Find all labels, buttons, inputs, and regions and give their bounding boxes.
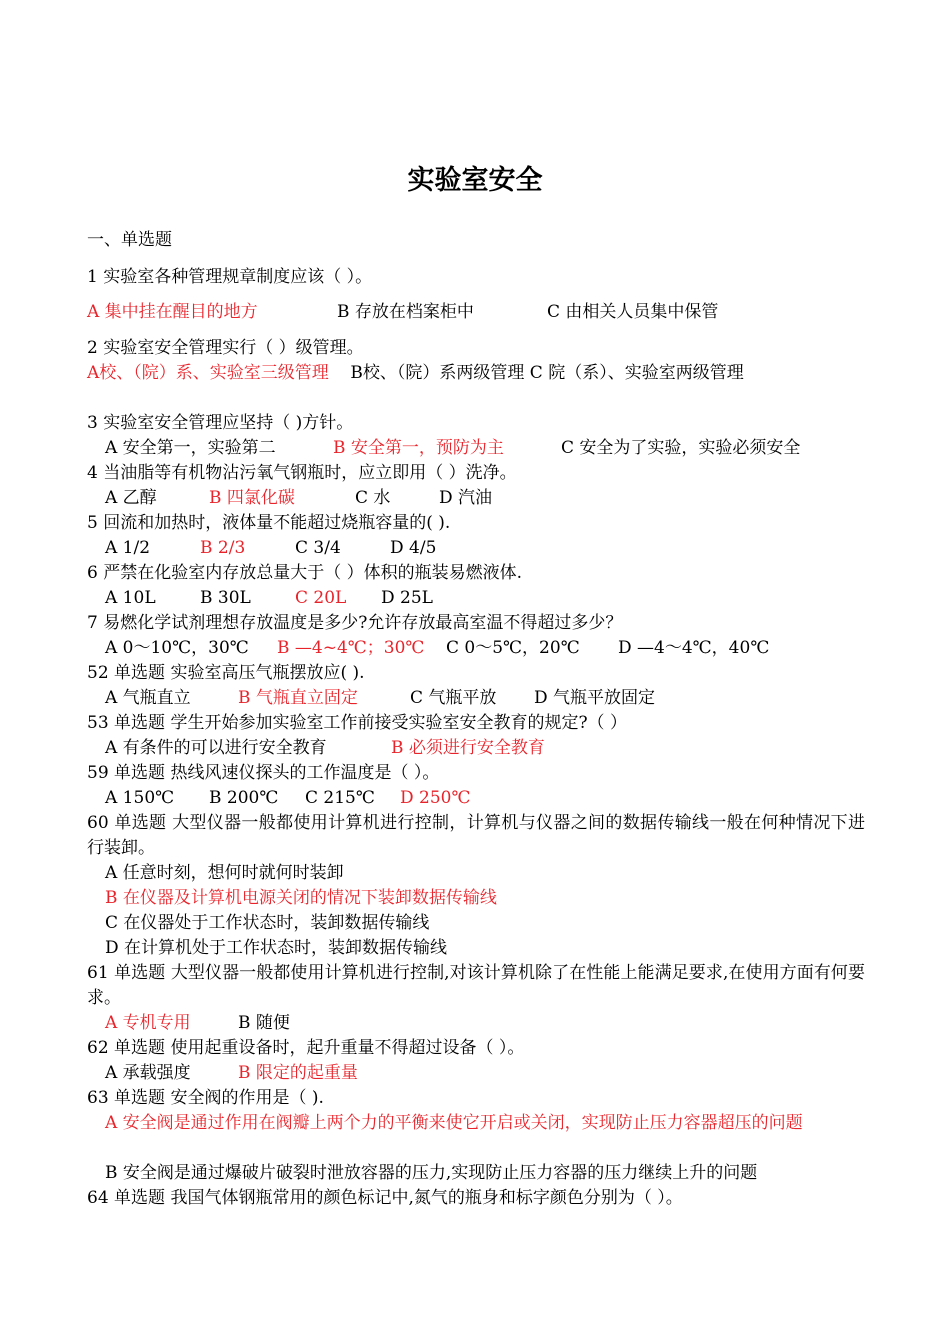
question-60-option-a: A 任意时刻，想何时就何时装卸: [105, 863, 344, 883]
question-5-option-a: A 1/2: [105, 538, 151, 558]
question-59-option-d: D 250℃: [400, 788, 471, 808]
question-53-option-b: B 必须进行安全教育: [391, 738, 545, 758]
question-7-option-d: D —4～4℃，40℃: [618, 638, 770, 658]
question-60-stem: 60 单选题 大型仪器一般都使用计算机进行控制，计算机与仪器之间的数据传输线一般在何种情况下进行装卸。: [87, 813, 865, 858]
question-59-option-a: A 150℃: [105, 788, 175, 808]
question-7-option-b: B —4~4℃；30℃: [277, 638, 425, 658]
question-60-option-b: B 在仪器及计算机电源关闭的情况下装卸数据传输线: [105, 888, 497, 908]
question-5-option-b: B 2/3: [200, 538, 246, 558]
question-4-options: [105, 486, 865, 511]
question-52-stem: 52 单选题 实验室高压气瓶摆放应( ).: [87, 663, 365, 683]
question-60-option-d: D 在计算机处于工作状态时，装卸数据传输线: [105, 938, 448, 958]
question-59-option-b: B 200℃: [209, 788, 279, 808]
question-62-option-a: A 承载强度: [105, 1063, 191, 1083]
question-2-option-rest: B校、（院）系两级管理 C 院（系）、实验室两级管理: [350, 363, 744, 383]
question-61-stem: 61 单选题 大型仪器一般都使用计算机进行控制,对该计算机除了在性能上能满足要求,在使用方面有何要求。: [87, 963, 865, 1008]
question-3-option-b: B 安全第一，预防为主: [333, 438, 504, 458]
question-3-option-a: A 安全第一，实验第二: [105, 438, 276, 458]
question-6-option-a: A 10L: [105, 588, 156, 608]
question-5-options: [105, 536, 865, 561]
question-2-stem: 2 实验室安全管理实行（ ）级管理。: [87, 338, 364, 358]
question-6-stem: 6 严禁在化验室内存放总量大于（ ）体积的瓶装易燃液体.: [87, 563, 523, 583]
question-7-stem: 7 易燃化学试剂理想存放温度是多少?允许存放最高室温不得超过多少？: [87, 613, 623, 633]
question-62-options: [105, 1061, 865, 1086]
question-3-option-c: C 安全为了实验，实验必须安全: [561, 438, 801, 458]
question-53-option-a: A 有条件的可以进行安全教育: [105, 738, 327, 758]
section-heading: 一、单选题: [87, 230, 172, 250]
question-1-options: [87, 300, 865, 325]
question-4-option-d: D 汽油: [439, 488, 493, 508]
question-53-options: [105, 736, 865, 761]
question-5-option-d: D 4/5: [390, 538, 437, 558]
question-6-options: [105, 586, 865, 611]
question-63-stem: 63 单选题 安全阀的作用是（ ).: [87, 1088, 324, 1108]
question-59-stem: 59 单选题 热线风速仪探头的工作温度是（ ）。: [87, 763, 440, 783]
question-4-stem: 4 当油脂等有机物沾污氧气钢瓶时，应立即用（ ）洗净。: [87, 463, 517, 483]
question-3-stem: 3 实验室安全管理应坚持（ )方针。: [87, 413, 354, 433]
question-4-option-b: B 四氯化碳: [209, 488, 295, 508]
question-6-option-b: B 30L: [200, 588, 251, 608]
question-2-options: [87, 361, 865, 386]
question-61-options: [105, 1011, 865, 1036]
question-6-option-c: C 20L: [295, 588, 347, 608]
question-52-option-d: D 气瓶平放固定: [534, 688, 656, 708]
page-title: 实验室安全: [407, 165, 543, 196]
question-4-option-c: C 水: [355, 488, 391, 508]
question-1-option-b: B 存放在档案柜中: [337, 302, 474, 322]
question-2-option-a: A校、（院）系、实验室三级管理: [87, 363, 329, 383]
question-4-option-a: A 乙醇: [105, 488, 157, 508]
question-62-option-b: B 限定的起重量: [238, 1063, 358, 1083]
question-63-option-b: B 安全阀是通过爆破片破裂时泄放容器的压力,实现防止压力容器的压力继续上升的问题: [105, 1163, 758, 1183]
question-64-stem: 64 单选题 我国气体钢瓶常用的颜色标记中,氮气的瓶身和标字颜色分别为（ ）。: [87, 1188, 683, 1208]
question-61-option-b: B 随便: [238, 1013, 290, 1033]
question-1-option-a: A 集中挂在醒目的地方: [87, 302, 258, 322]
question-52-option-a: A 气瓶直立: [105, 688, 191, 708]
question-7-options: [105, 636, 865, 661]
question-61-option-a: A 专机专用: [105, 1013, 191, 1033]
question-1-option-c: C 由相关人员集中保管: [547, 302, 719, 322]
question-7-option-c: C 0～5℃，20℃: [446, 638, 580, 658]
question-5-stem: 5 回流和加热时，液体量不能超过烧瓶容量的( ).: [87, 513, 451, 533]
question-5-option-c: C 3/4: [295, 538, 341, 558]
question-52-options: [105, 686, 865, 711]
question-7-option-a: A 0～10℃，30℃: [105, 638, 249, 658]
question-60-option-c: C 在仪器处于工作状态时，装卸数据传输线: [105, 913, 430, 933]
question-62-stem: 62 单选题 使用起重设备时，起升重量不得超过设备（ ）。: [87, 1038, 525, 1058]
question-59-option-c: C 215℃: [305, 788, 375, 808]
question-53-stem: 53 单选题 学生开始参加实验室工作前接受实验室安全教育的规定?（ ）: [87, 713, 627, 733]
question-3-options: [105, 436, 865, 461]
question-63-option-a: A 安全阀是通过作用在阀瓣上两个力的平衡来使它开启或关闭，实现防止压力容器超压的问题: [105, 1113, 803, 1133]
question-52-option-b: B 气瓶直立固定: [238, 688, 358, 708]
question-1-stem: 1 实验室各种管理规章制度应该（ ）。: [87, 267, 373, 287]
question-52-option-c: C 气瓶平放: [410, 688, 497, 708]
question-6-option-d: D 25L: [381, 588, 433, 608]
question-59-options: [105, 786, 865, 811]
